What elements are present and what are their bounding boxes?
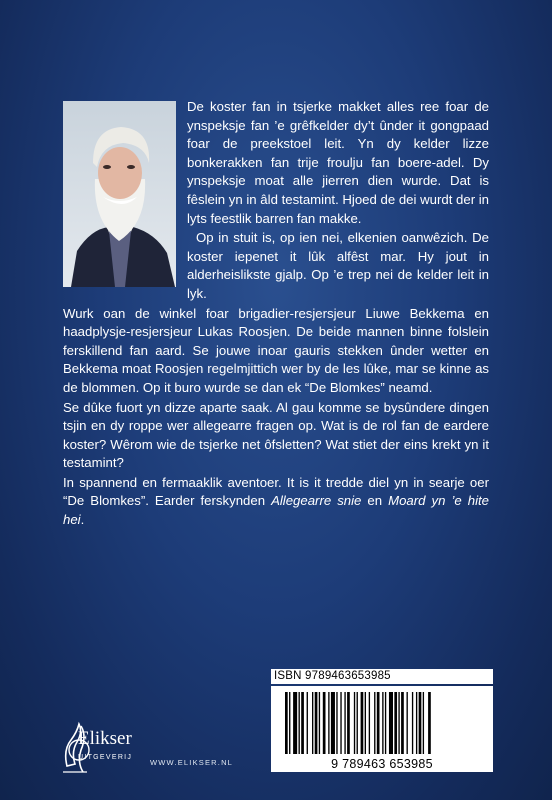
barcode-bar xyxy=(369,692,370,754)
publisher-subtitle: UITGEVERIJ xyxy=(78,754,133,761)
barcode-bar xyxy=(357,692,358,754)
barcode-bar xyxy=(394,692,397,754)
barcode xyxy=(271,686,493,772)
barcode-bar xyxy=(307,692,308,754)
barcode-bar xyxy=(407,692,408,754)
barcode-bar xyxy=(398,692,399,754)
barcode-bar xyxy=(374,692,375,754)
blurb-paragraph: Se dûke fuort yn dizze aparte saak. Al gau komme se bysûndere dingen tsjin en dy roppe wer allegearre fragen op. Wat is de rol fan de eardere koster? Wêrom wie de tsjerke net ôfsletten? Wat stiet der eins krekt yn it testamint? xyxy=(63,399,489,471)
barcode-bar xyxy=(301,692,304,754)
barcode-bar xyxy=(323,692,326,754)
barcode-bar xyxy=(377,692,380,754)
blurb-paragraph: Wurk oan de winkel foar brigadier-resjersjeur Liuwe Bekkema en haadplysje-resjersjeur Lukas Roosjen. De beide mannen binne folslein ferskillend fan aard. Se jouwe inoar gauris stekken ûnder wetter en Bekkema moat Roosjen regelmjittich wer by de les lûke, mar se kinne as de blommen. Op it buro wurde se dan ek “De Blomkes” neamd. xyxy=(63,305,489,395)
barcode-bar xyxy=(315,692,318,754)
barcode-bar xyxy=(423,692,424,754)
barcode-bar xyxy=(328,692,329,754)
barcode-bar xyxy=(382,692,383,754)
blurb-text: In spannend en fermaaklik aventoer. It is it tredde diel yn in searje oer “De Blomkes”. Earder ferskynden xyxy=(63,474,489,509)
publisher-website: WWW.ELIKSER.NL xyxy=(150,758,234,767)
barcode-bar xyxy=(319,692,320,754)
blurb-text: . xyxy=(80,512,85,528)
barcode-bar xyxy=(354,692,355,754)
barcode-bar xyxy=(347,692,350,754)
barcode-bar xyxy=(336,692,337,754)
barcode-bar xyxy=(331,692,335,754)
barcode-bar xyxy=(412,692,413,754)
barcode-bar xyxy=(416,692,417,754)
barcode-bar xyxy=(312,692,313,754)
blurb-text: en xyxy=(361,493,389,509)
book-title: Moard yn ’e hite hei xyxy=(63,493,490,528)
blurb-paragraph: De koster fan in tsjerke makket alles ree foar de ynspeksje fan ’e grêfkelder dy’t ûnder it gongpaad foar de preekstoel leit. Yn dy kelder lizze bonkerakken fan trije froulju fan boere-adel. Dy ynspeksje moat alle jierren dien wurde. Dat is fêslein yn in âld testamint. Hjoed de dei wurdt der in lyts feestlik barren fan makke. xyxy=(187,99,490,226)
book-title: Allegearre snie xyxy=(271,493,362,509)
blurb-paragraph: Op in stuit is, op ien nei, elkenien oanwêzich. De koster iepenet it lûk alfêst mar. Hy jout in alderheislikste gjalp. Op ’e trep nei de kelder leit in lyk. xyxy=(187,230,489,301)
barcode-bar xyxy=(365,692,366,754)
blurb-paragraph xyxy=(63,474,489,530)
barcode-bars xyxy=(271,686,493,758)
barcode-bar xyxy=(289,692,290,754)
barcode-bar xyxy=(428,692,431,754)
publisher-name: Elikser xyxy=(78,728,132,749)
barcode-bar xyxy=(419,692,422,754)
photo-space xyxy=(63,98,187,290)
barcode-bar xyxy=(293,692,297,754)
barcode-bar xyxy=(401,692,404,754)
barcode-digits: 9 789463 653985 xyxy=(331,757,433,771)
barcode-bar xyxy=(361,692,364,754)
barcode-bar xyxy=(389,692,393,754)
back-cover-blurb xyxy=(63,98,489,531)
barcode-bar xyxy=(299,692,300,754)
barcode-bar xyxy=(344,692,345,754)
barcode-bar xyxy=(385,692,386,754)
isbn-label: ISBN 9789463653985 xyxy=(271,669,493,684)
barcode-bar xyxy=(285,692,288,754)
barcode-bar xyxy=(340,692,341,754)
